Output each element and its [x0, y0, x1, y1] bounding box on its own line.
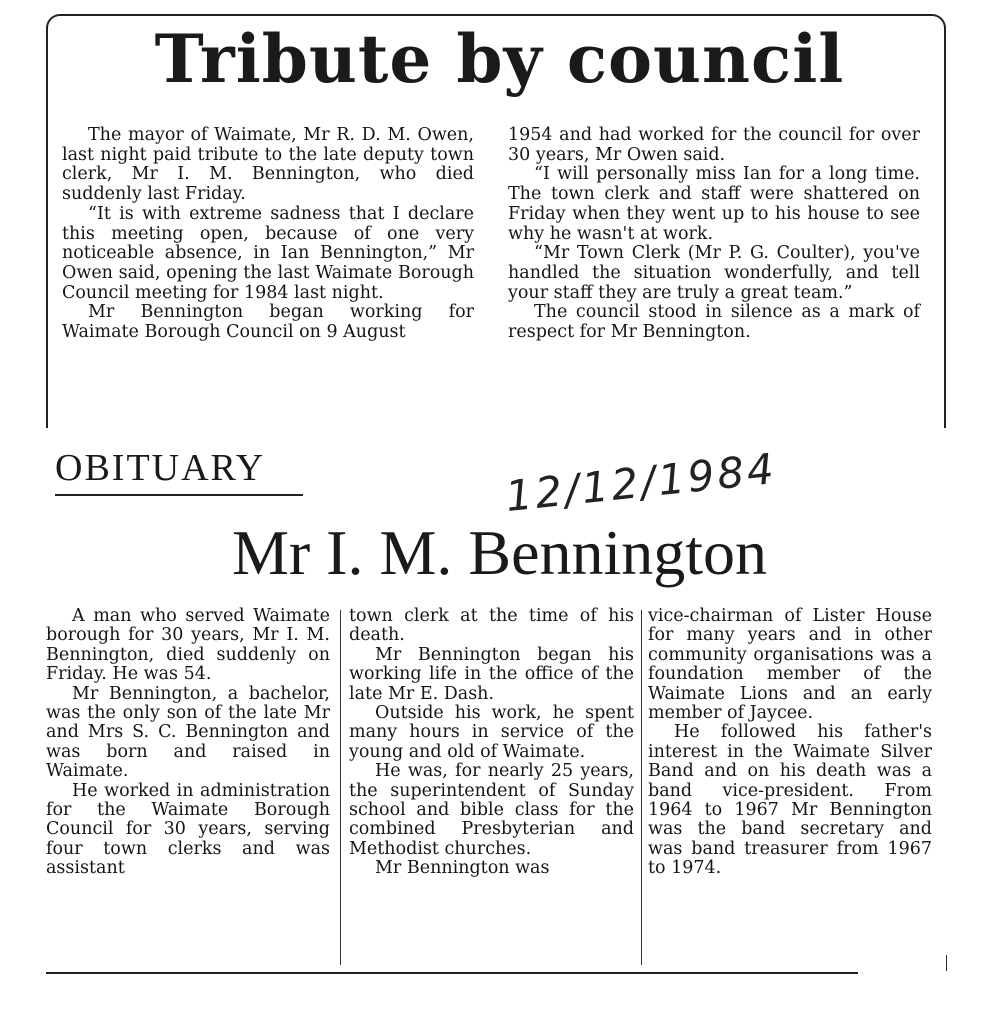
article-headline: Tribute by council: [154, 20, 845, 98]
paragraph: He followed his father's interest in the Waimate Silver Band and on his death was a band vice-president. From 1964 to 1967 Mr Bennington was the band secretary and was band treasurer from 1967 to 1974.: [648, 722, 932, 879]
paragraph: “I will personally miss Ian for a long time. The town clerk and staff were shattered on Friday when they went up to his house to see why he wasn't at work.: [508, 164, 920, 244]
margin-mark: [946, 955, 947, 971]
paragraph: Mr Bennington began working for Waimate Borough Council on 9 August: [62, 302, 474, 343]
article-column-2: [508, 126, 920, 343]
obituary-headline: Mr I. M. Bennington: [231, 517, 768, 588]
paragraph: A man who served Waimate borough for 30 years, Mr I. M. Bennington, died suddenly on Friday. He was 54.: [46, 606, 330, 685]
column-divider: [641, 610, 642, 965]
section-label-underline: [55, 494, 303, 496]
paragraph: He was, for nearly 25 years, the superintendent of Sunday school and bible class for the combined Presbyterian and Methodist churches.: [349, 761, 634, 859]
paragraph: “Mr Town Clerk (Mr P. G. Coulter), you've handled the situation wonderfully, and tell your staff they are truly a great team.”: [508, 243, 920, 303]
paragraph: The mayor of Waimate, Mr R. D. M. Owen, last night paid tribute to the late deputy town clerk, Mr I. M. Bennington, who died suddenly last Friday.: [62, 125, 474, 205]
paragraph: town clerk at the time of his death.: [349, 606, 634, 646]
obituary-section-label: OBITUARY: [55, 447, 266, 489]
obituary-column-2: [349, 607, 634, 879]
paragraph: vice-chairman of Lister House for many years and in other community organisations was a foundation member of the Waimate Lions and an early member of Jaycee.: [648, 606, 932, 724]
column-divider: [340, 610, 341, 965]
paragraph: Outside his work, he spent many hours in service of the young and old of Waimate.: [349, 703, 634, 762]
paragraph: Mr Bennington, a bachelor, was the only son of the late Mr and Mrs S. C. Bennington and was born and raised in Waimate.: [46, 683, 330, 782]
article-column-1: [62, 126, 474, 343]
obituary-column-1: [46, 607, 330, 879]
paragraph: 1954 and had worked for the council for over 30 years, Mr Owen said.: [508, 125, 920, 165]
paragraph: “It is with extreme sadness that I declare this meeting open, because of one very noticeable absence, in Ian Bennington,” Mr Owen said, opening the last Waimate Borough Council meeting for 1984 last night.: [62, 203, 474, 303]
paragraph: Mr Bennington was: [375, 858, 550, 879]
paragraph: Mr Bennington began his working life in the office of the late Mr E. Dash.: [349, 644, 634, 704]
bottom-rule: [46, 972, 858, 974]
handwritten-date: 12/12/1984: [503, 443, 779, 522]
paragraph: He worked in administration for the Waimate Borough Council for 30 years, serving four town clerks and was assistant: [46, 780, 330, 879]
obituary-column-3: [648, 607, 932, 879]
paragraph: The council stood in silence as a mark of respect for Mr Bennington.: [508, 302, 920, 343]
